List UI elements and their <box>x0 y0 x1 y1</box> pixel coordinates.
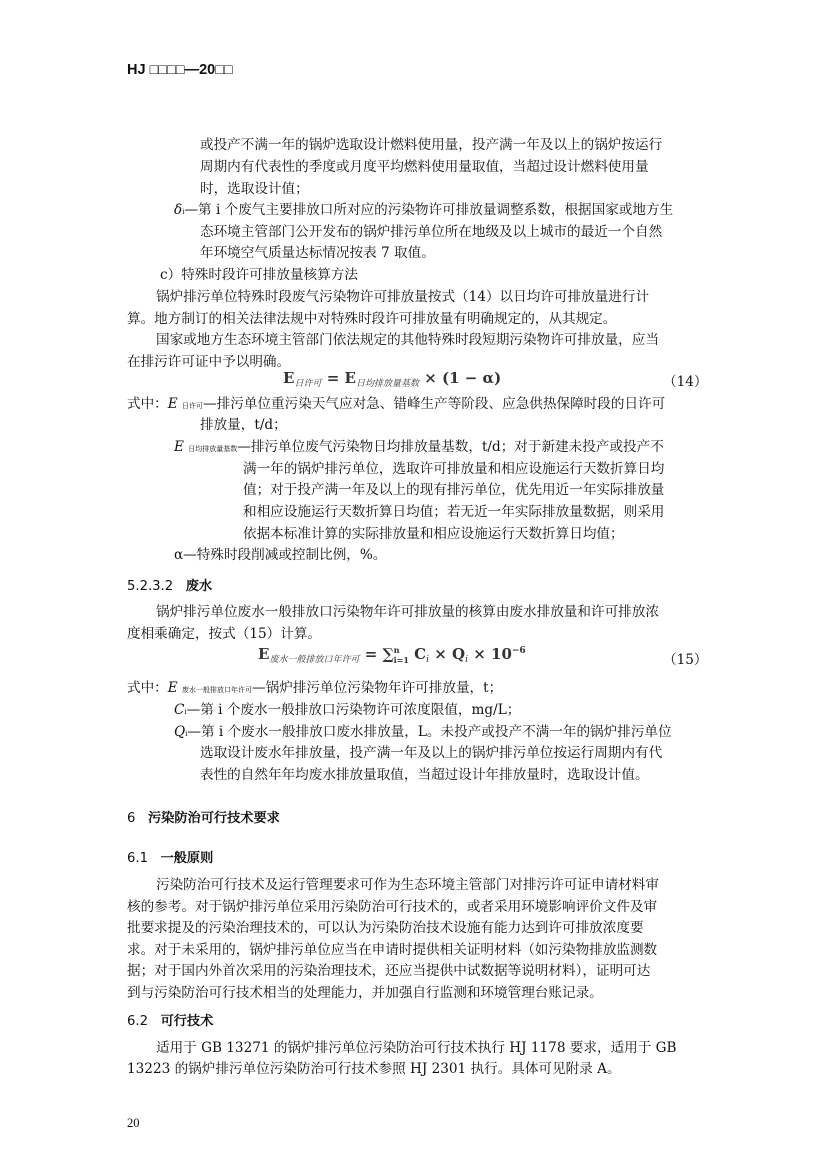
formula-14-number: （14） <box>663 374 708 390</box>
para-top-line: 或投产不满一年的锅炉选取设计燃料使用量，投产满一年及以上的锅炉按运行 <box>200 137 663 153</box>
where-14-e2-line: 和相应设施运行天数折算日均值；若无近一年实际排放量数据，则采用 <box>243 504 665 520</box>
where-14-alpha: α—特殊时段削减或控制比例，%。 <box>174 547 387 563</box>
where-14-e2-line: 满一年的锅炉排污单位，选取许可排放量和相应设施运行天数折算日均 <box>243 461 665 477</box>
para-62-line: 适用于 GB 13271 的锅炉排污单位污染防治可行技术执行 HJ 1178 要求，适用于 GB <box>156 1040 677 1056</box>
formula-15: $E_{废水一般排放口年许可} = \sum^n_{i=1}$ $C_i \times Q_i \times 10^{-6}$ <box>258 645 526 665</box>
delta-sub: i <box>182 208 185 216</box>
delta-line: 态环境主管部门公开发布的锅炉排污单位所在地级及以上城市的最近一个自然 <box>200 224 663 240</box>
delta-line: 年环境空气质量达标情况按表 7 取值。 <box>200 245 435 261</box>
para-ww-line: 锅炉排污单位废水一般排放口污染物年许可排放量的核算由废水排放量和许可排放浓 <box>156 604 659 620</box>
where-15-e: 式中：E 废水一般排放口年许可—锅炉排污单位污染物年许可排放量，t； <box>127 680 503 696</box>
where-14-e2: E 日均排放量基数—排污单位废气污染物日均排放量基数，t/d；对于新建未投产或投产不 <box>174 439 664 455</box>
para-top-line: 周期内有代表性的季度或月度平均燃料使用量取值，当超过设计燃料使用量 <box>200 159 649 175</box>
where-15-q-line: 选取设计废水年排放量，投产满一年及以上的锅炉排污单位按运行周期内有代 <box>200 745 663 761</box>
formula-14: $E_{日许可} = E_{日均排放量基数} \times (1 - \alpha)$ <box>283 369 502 389</box>
section-6-heading: 6 污染防治可行技术要求 <box>127 811 280 826</box>
where-15-q: Qi—第 i 个废水一般排放口废水排放量，L。未投产或投产不满一年的锅炉排污单位 <box>174 724 672 740</box>
where-15-q-line: 表性的自然年年均废水排放量取值，当超过设计年排放量时，选取设计值。 <box>200 767 649 783</box>
para-c-line: 在排污许可证中予以明确。 <box>127 354 291 370</box>
section-61-heading: 6.1 一般原则 <box>127 851 214 866</box>
para-62-line: 13223 的锅炉排污单位污染防治可行技术参照 HJ 2301 执行。具体可见附录 A。 <box>127 1061 621 1077</box>
delta-line: —第 i 个废气主要排放口所对应的污染物许可排放量调整系数，根据国家或地方生 <box>184 202 674 218</box>
para-61-line: 核的参考。对于锅炉排污单位采用污染防治可行技术的，或者采用环境影响评价文件及审 <box>127 899 658 915</box>
para-61-line: 到与污染防治可行技术相当的处理能力，并加强自行监测和环境管理台账记录。 <box>127 985 603 1001</box>
page-number: 20 <box>127 1116 140 1130</box>
para-c-line: 国家或地方生态环境主管部门依法规定的其他特殊时段短期污染物许可排放量，应当 <box>156 332 659 348</box>
section-62-heading: 6.2 可行技术 <box>127 1014 214 1029</box>
para-61-line: 批要求提及的污染治理技术的，可以认为污染防治技术设施有能力达到许可排放浓度要 <box>127 920 644 936</box>
para-61-line: 求。对于未采用的，锅炉排污单位应当在申请时提供相关证明材料（如污染物排放监测数 <box>127 942 658 958</box>
para-top-line: 时，选取设计值； <box>200 181 309 197</box>
where-15-c: Ci—第 i 个废水一般排放口污染物许可浓度限值，mg/L； <box>174 702 521 718</box>
section-5232-heading: 5.2.3.2 废水 <box>127 579 213 594</box>
where-14-e2-line: 依据本标准计算的实际排放量和相应设施运行天数折算日均值； <box>243 526 624 542</box>
where-14-e1-line: 排放量，t/d； <box>200 417 287 433</box>
where-14-e2-line: 值；对于投产满一年及以上的现有排污单位，优先用近一年实际排放量 <box>243 482 665 498</box>
para-61-line: 据；对于国内外首次采用的污染治理技术，还应当提供中试数据等说明材料），证明可达 <box>127 963 651 979</box>
para-c-line: 算。地方制订的相关法律法规中对特殊时段许可排放量有明确规定的，从其规定。 <box>127 311 617 327</box>
where-14-e1: 式中：E 日许可—排污单位重污染天气应对急、错峰生产等阶段、应急供热保障时段的日许可 <box>127 396 666 412</box>
para-61-line: 污染防治可行技术及运行管理要求可作为生态环境主管部门对排污许可证申请材料审 <box>156 877 659 893</box>
para-ww-line: 度相乘确定，按式（15）计算。 <box>127 626 322 642</box>
delta-definition <box>174 200 673 224</box>
para-c-line: 锅炉排污单位特殊时段废气污染物许可排放量按式（14）以日均许可排放量进行计 <box>156 289 650 305</box>
document-code: HJ □□□□—20□□ <box>127 62 233 78</box>
item-c-heading: c）特殊时段许可排放量核算方法 <box>160 267 358 283</box>
formula-15-number: （15） <box>663 652 708 668</box>
delta-symbol: δ <box>174 202 183 218</box>
